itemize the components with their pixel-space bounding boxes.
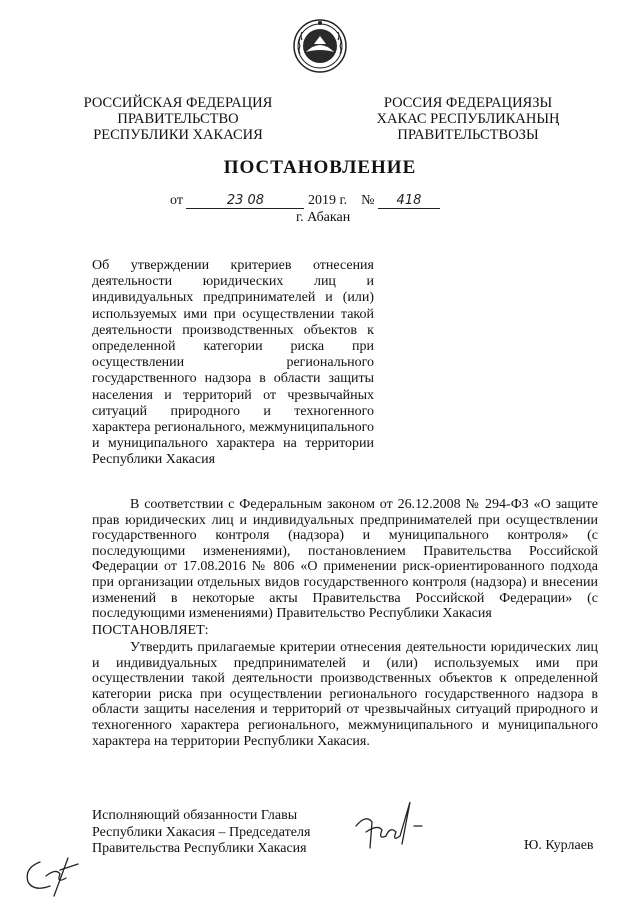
number-field — [378, 193, 440, 209]
date-year: 2019 г. — [307, 193, 348, 208]
header-right-line-3: ПРАВИТЕЛЬСТВОЗЫ — [397, 127, 539, 143]
header-left-line-3: РЕСПУБЛИКИ ХАКАСИЯ — [93, 127, 263, 143]
handwritten-signature — [352, 796, 432, 861]
header-right-line-2: ХАКАС РЕСПУБЛИКАНЫҢ — [376, 111, 560, 127]
number-sign: № — [361, 193, 375, 208]
date-value: 23 08 — [226, 193, 265, 208]
signatory-line-3: Правительства Республики Хакасия — [92, 841, 307, 856]
document-number: 418 — [396, 193, 422, 208]
header-left — [78, 95, 278, 143]
signatory-position — [92, 808, 310, 858]
header-left-line-1: РОССИЙСКАЯ ФЕДЕРАЦИЯ — [83, 95, 273, 111]
signatory-line-1: Исполняющий обязанности Главы — [92, 808, 298, 823]
handwritten-initials — [16, 850, 96, 905]
preamble-paragraph: В соответствии с Федеральным законом от 26.12.2008 № 294-ФЗ «О защите прав юридических лиц и индивидуальных предпринимателей при осуществлении государственного контроля (надзора) и муниципального контроля» (с последующими изменениями), постановлением Правительства Российской Федерации от 17.08.2016 № 806 «О применении риск-ориентированного подхода при организации отдельных видов государственного контроля (надзора) и внесении изменений в некоторые акты Правительства Российской Федерации» (с последующими изменениями) Правительство Республики Хакасия — [92, 497, 598, 622]
signatory-line-2: Республики Хакасия – Председателя — [92, 824, 311, 840]
signatory-name: Ю. Курлаев — [524, 838, 594, 853]
coat-of-arms-icon — [292, 18, 348, 74]
date-field — [186, 193, 304, 209]
document-title: ПОСТАНОВЛЕНИЕ — [223, 157, 417, 178]
document-subject: Об утверждении критериев отнесения деятельности юридических лиц и индивидуальных предпринимателей и (или) используемых ими при осуществлении такой деятельности производственных объектов к определенной категории риска при осуществлении регионального государственного надзора в области защиты населения и территорий от чрезвычайных ситуаций природного и техногенного характера регионального, межмуниципального и муниципального характера на территории Республики Хакасия — [92, 258, 374, 468]
date-prefix: от — [170, 193, 183, 208]
decision-paragraph: Утвердить прилагаемые критерии отнесения деятельности юридических лиц и индивидуальных предпринимателей и (или) используемых ими при осуществлении такой деятельности производственных объектов к определенной категории риска при осуществлении регионального государственного надзора в области защиты населения и территорий от чрезвычайных ситуаций природного и техногенного характера регионального, межмуниципального и муниципального характера на территории Республики Хакасия. — [92, 640, 598, 749]
header-right — [370, 95, 566, 143]
header-right-line-1: РОССИЯ ФЕДЕРАЦИЯЗЫ — [383, 95, 553, 111]
decree-word: ПОСТАНОВЛЯЕТ: — [92, 623, 209, 638]
date-line — [170, 193, 440, 209]
city: г. Абакан — [296, 210, 351, 225]
header-left-line-2: ПРАВИТЕЛЬСТВО — [117, 111, 239, 127]
